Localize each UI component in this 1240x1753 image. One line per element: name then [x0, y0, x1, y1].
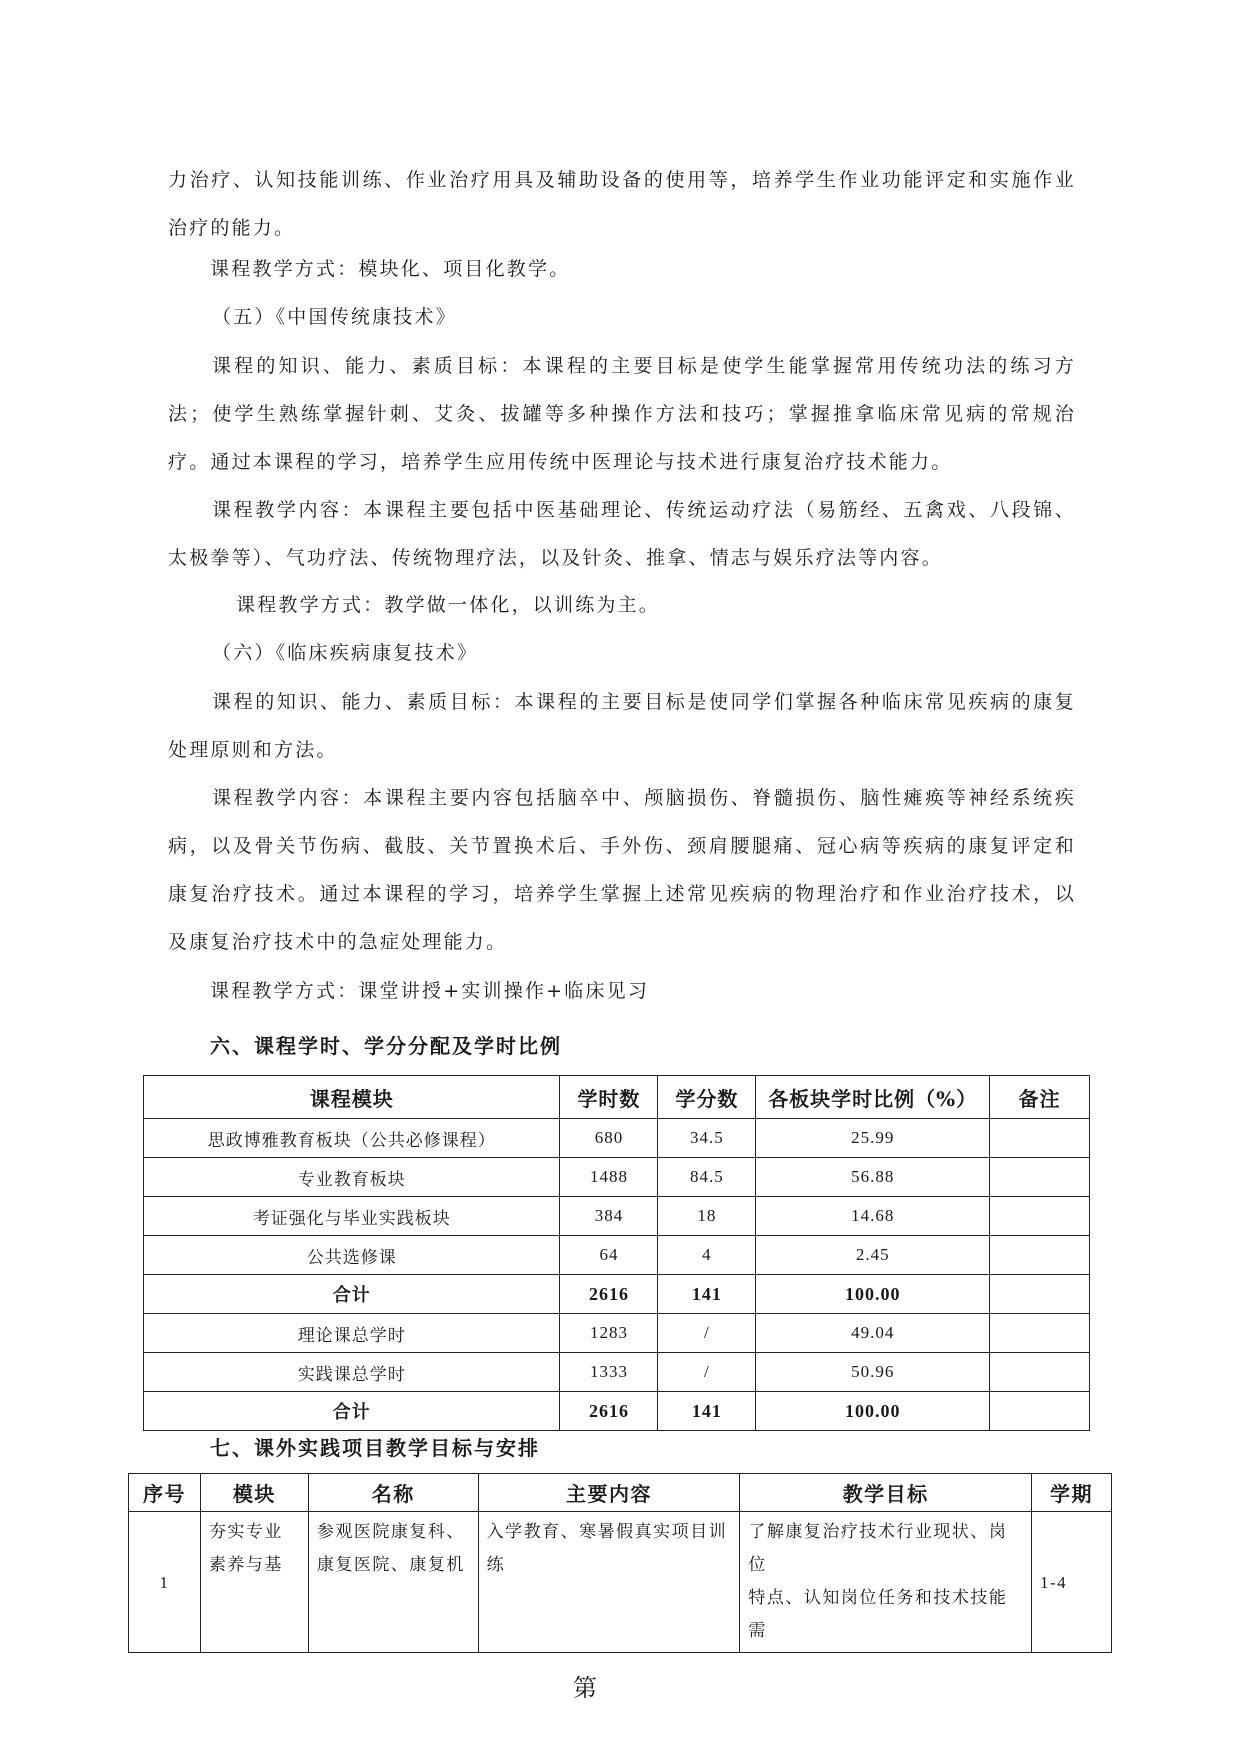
table-total-row: [144, 1392, 1090, 1431]
credits-cell: 141: [658, 1392, 756, 1431]
ratio-cell: 56.88: [756, 1158, 990, 1197]
ratio-cell: 49.04: [756, 1314, 990, 1353]
header-cell: 课程模块: [144, 1076, 560, 1119]
table-row: [144, 1314, 1090, 1353]
goal-line: 了解康复治疗技术行业现状、岗位: [748, 1522, 1008, 1575]
page-footer: 第: [573, 1674, 597, 1702]
ratio-cell: 14.68: [756, 1197, 990, 1236]
header-cell: 主要内容: [478, 1474, 740, 1512]
header-cell: 教学目标: [740, 1474, 1032, 1512]
name-line: 康复医院、康复机: [316, 1555, 465, 1575]
note-cell: [990, 1314, 1090, 1353]
paragraph-clinical-goals: 课程的知识、能力、素质目标：本课程的主要目标是使同学们掌握各种临床常见疾病的康复处理原则和方法。: [168, 691, 1076, 761]
table-header-row: [144, 1076, 1090, 1119]
header-cell: 各板块学时比例（%）: [756, 1076, 990, 1119]
paragraph-teaching-method-clinical: 课程教学方式：课堂讲授+实训操作+临床见习: [210, 980, 650, 1002]
hours-cell: 680: [560, 1119, 658, 1158]
header-cell: 模块: [200, 1474, 308, 1512]
hours-cell: 1488: [560, 1158, 658, 1197]
table-header-row: [129, 1474, 1112, 1512]
table-total-row: [144, 1275, 1090, 1314]
subheading-clinical-rehab: （六）《临床疾病康复技术》: [212, 642, 479, 664]
table-row: [129, 1512, 1112, 1653]
table-row: [144, 1197, 1090, 1236]
name-line: 参观医院康复科、: [316, 1522, 465, 1542]
ratio-cell: 2.45: [756, 1236, 990, 1275]
credit-hours-table: [143, 1075, 1090, 1431]
table-row: [144, 1158, 1090, 1197]
header-cell: 学分数: [658, 1076, 756, 1119]
header-cell: 学时数: [560, 1076, 658, 1119]
hours-cell: 1283: [560, 1314, 658, 1353]
hours-cell: 384: [560, 1197, 658, 1236]
ratio-cell: 100.00: [756, 1275, 990, 1314]
paragraph-ot-continued: 力治疗、认知技能训练、作业治疗用具及辅助设备的使用等，培养学生作业功能评定和实施作业治疗的能力。: [168, 169, 1076, 239]
credits-cell: /: [658, 1353, 756, 1392]
hours-cell: 2616: [560, 1392, 658, 1431]
module-cell: 合计: [144, 1275, 560, 1314]
note-cell: [990, 1275, 1090, 1314]
credits-cell: 141: [658, 1275, 756, 1314]
header-cell: 名称: [308, 1474, 478, 1512]
content-line: 练: [486, 1555, 506, 1575]
paragraph-traditional-goals: 课程的知识、能力、素质目标：本课程的主要目标是使学生能掌握常用传统功法的练习方法；使学生熟练掌握针刺、艾灸、拔罐等多种操作方法和技巧；掌握推拿临床常见病的常规治疗。通过本课程的学习，培养学生应用传统中医理论与技术进行康复治疗技术能力。: [168, 355, 1076, 473]
practice-projects-table: [128, 1473, 1112, 1653]
hours-cell: 1333: [560, 1353, 658, 1392]
module-cell: 思政博雅教育板块（公共必修课程）: [144, 1119, 560, 1158]
module-cell: 专业教育板块: [144, 1158, 560, 1197]
module-cell: 考证强化与毕业实践板块: [144, 1197, 560, 1236]
section6-heading: 六、课程学时、学分分配及学时比例: [210, 1034, 562, 1058]
hours-cell: 2616: [560, 1275, 658, 1314]
module-cell: 公共选修课: [144, 1236, 560, 1275]
credits-cell: 4: [658, 1236, 756, 1275]
header-cell: 备注: [990, 1076, 1090, 1119]
hours-cell: 64: [560, 1236, 658, 1275]
paragraph-teaching-method-traditional: 课程教学方式：教学做一体化，以训练为主。: [236, 594, 661, 616]
credits-cell: 84.5: [658, 1158, 756, 1197]
paragraph-traditional-content: 课程教学内容：本课程主要包括中医基础理论、传统运动疗法（易筋经、五禽戏、八段锦、太极拳等）、气功疗法、传统物理疗法，以及针灸、推拿、情志与娱乐疗法等内容。: [168, 499, 1076, 569]
table-row: [144, 1119, 1090, 1158]
subheading-traditional-rehab: （五）《中国传统康技术》: [212, 306, 457, 328]
note-cell: [990, 1236, 1090, 1275]
content-cell: [478, 1512, 740, 1653]
table-row: [144, 1353, 1090, 1392]
note-cell: [990, 1197, 1090, 1236]
sequence-cell: 1: [129, 1512, 201, 1653]
note-cell: [990, 1158, 1090, 1197]
ratio-cell: 100.00: [756, 1392, 990, 1431]
ratio-cell: 50.96: [756, 1353, 990, 1392]
table-row: [144, 1236, 1090, 1275]
term-cell: 1-4: [1032, 1512, 1112, 1653]
module-cell: 实践课总学时: [144, 1353, 560, 1392]
header-cell: 学期: [1032, 1474, 1112, 1512]
ratio-cell: 25.99: [756, 1119, 990, 1158]
module-line: 夯实专业: [208, 1522, 283, 1542]
goal-line: 特点、认知岗位任务和技术技能需: [748, 1588, 1008, 1641]
paragraph-teaching-method-ot: 课程教学方式：模块化、项目化教学。: [210, 258, 571, 280]
credits-cell: 34.5: [658, 1119, 756, 1158]
module-cell: [200, 1512, 308, 1653]
module-cell: 理论课总学时: [144, 1314, 560, 1353]
note-cell: [990, 1353, 1090, 1392]
paragraph-clinical-content: 课程教学内容：本课程主要内容包括脑卒中、颅脑损伤、脊髓损伤、脑性瘫痪等神经系统疾病，以及骨关节伤病、截肢、关节置换术后、手外伤、颈肩腰腿痛、冠心病等疾病的康复评定和康复治疗技术。通过本课程的学习，培养学生掌握上述常见疾病的物理治疗和作业治疗技术，以及康复治疗技术中的急症处理能力。: [168, 787, 1076, 953]
name-cell: [308, 1512, 478, 1653]
credits-cell: 18: [658, 1197, 756, 1236]
goal-cell: [740, 1512, 1032, 1653]
content-line: 入学教育、寒暑假真实项目训: [486, 1522, 728, 1542]
section7-heading: 七、课外实践项目教学目标与安排: [210, 1436, 540, 1460]
header-cell: 序号: [129, 1474, 201, 1512]
note-cell: [990, 1392, 1090, 1431]
note-cell: [990, 1119, 1090, 1158]
credits-cell: /: [658, 1314, 756, 1353]
module-cell: 合计: [144, 1392, 560, 1431]
module-line: 素养与基: [208, 1555, 283, 1575]
